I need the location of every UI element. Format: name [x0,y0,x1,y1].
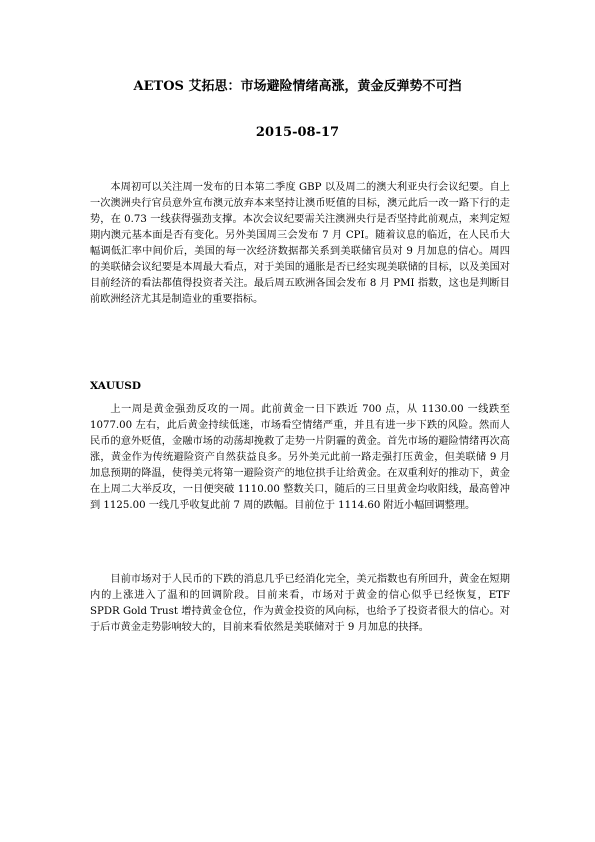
paragraph-gold-review: 上一周是黄金强劲反攻的一周。此前黄金一日下跌近 700 点，从 1130.00 一线跌至 1077.00 左右，此后黄金持续低迷，市场看空情绪严重，并且有进一步下跌的风险。然而人民币的意外贬值，金融市场的动荡却挽救了走势一片阴霾的黄金。首先市场的避险情绪再次高涨，黄金作为传统避险资产自然获益良多。另外美元此前一路走强打压黄金，但美联储 9 月加息预期的降温，使得美元将第一避险资产的地位拱手让给黄金。在双重利好的推动下，黄金在上周二大举反攻，一日便突破 1110.00 整数关口，随后的三日里黄金均收阳线，最高曾冲到 1125.00 一线几乎收复此前 7 周的跌幅。目前位于 1114.60 附近小幅回调整理。 [90,404,510,511]
document-date: 2015-08-17 [255,125,340,140]
paragraph-weekly-outlook: 本周初可以关注周一发布的日本第二季度 GBP 以及周二的澳大利亚央行会议纪要。自上一次澳洲央行官员意外宣布澳元放弃本来坚持让澳币贬值的目标，澳元此后一改一路下行的走势，在 0.73 一线获得强劲支撑。本次会议纪要需关注澳洲央行是否坚持此前观点，来判定短期内澳元基本面是否有变化。另外美国周三会发布 7 月 CPI。随着议息的临近，在人民币大幅调低汇率中间价后，美国的每一次经济数据都关系到美联储官员对 9 月加息的信心。周四的美联储会议纪要是本周最大看点，对于美国的通胀是否已经实现美联储的目标，以及美国对目前经济的看法都值得投资者关注。最后周五欧洲各国会发布 8 月 PMI 指数，这也是判断目前欧洲经济尤其是制造业的重要指标。 [90,182,510,305]
section-heading-xauusd: XAUUSD [90,380,141,392]
paragraph-gold-outlook: 目前市场对于人民币的下跌的消息几乎已经消化完全，美元指数也有所回升，黄金在短期内的上涨进入了温和的回调阶段。目前来看，市场对于黄金的信心似乎已经恢复，ETF SPDR Gold Trust 增持黄金仓位，作为黄金投资的风向标，也给予了投资者很大的信心。对于后市黄金走势影响较大的，目前来看依然是美联储对于 9 月加息的抉择。 [90,574,510,633]
document-title: AETOS 艾拓思：市场避险情绪高涨，黄金反弹势不可挡 [133,79,462,94]
